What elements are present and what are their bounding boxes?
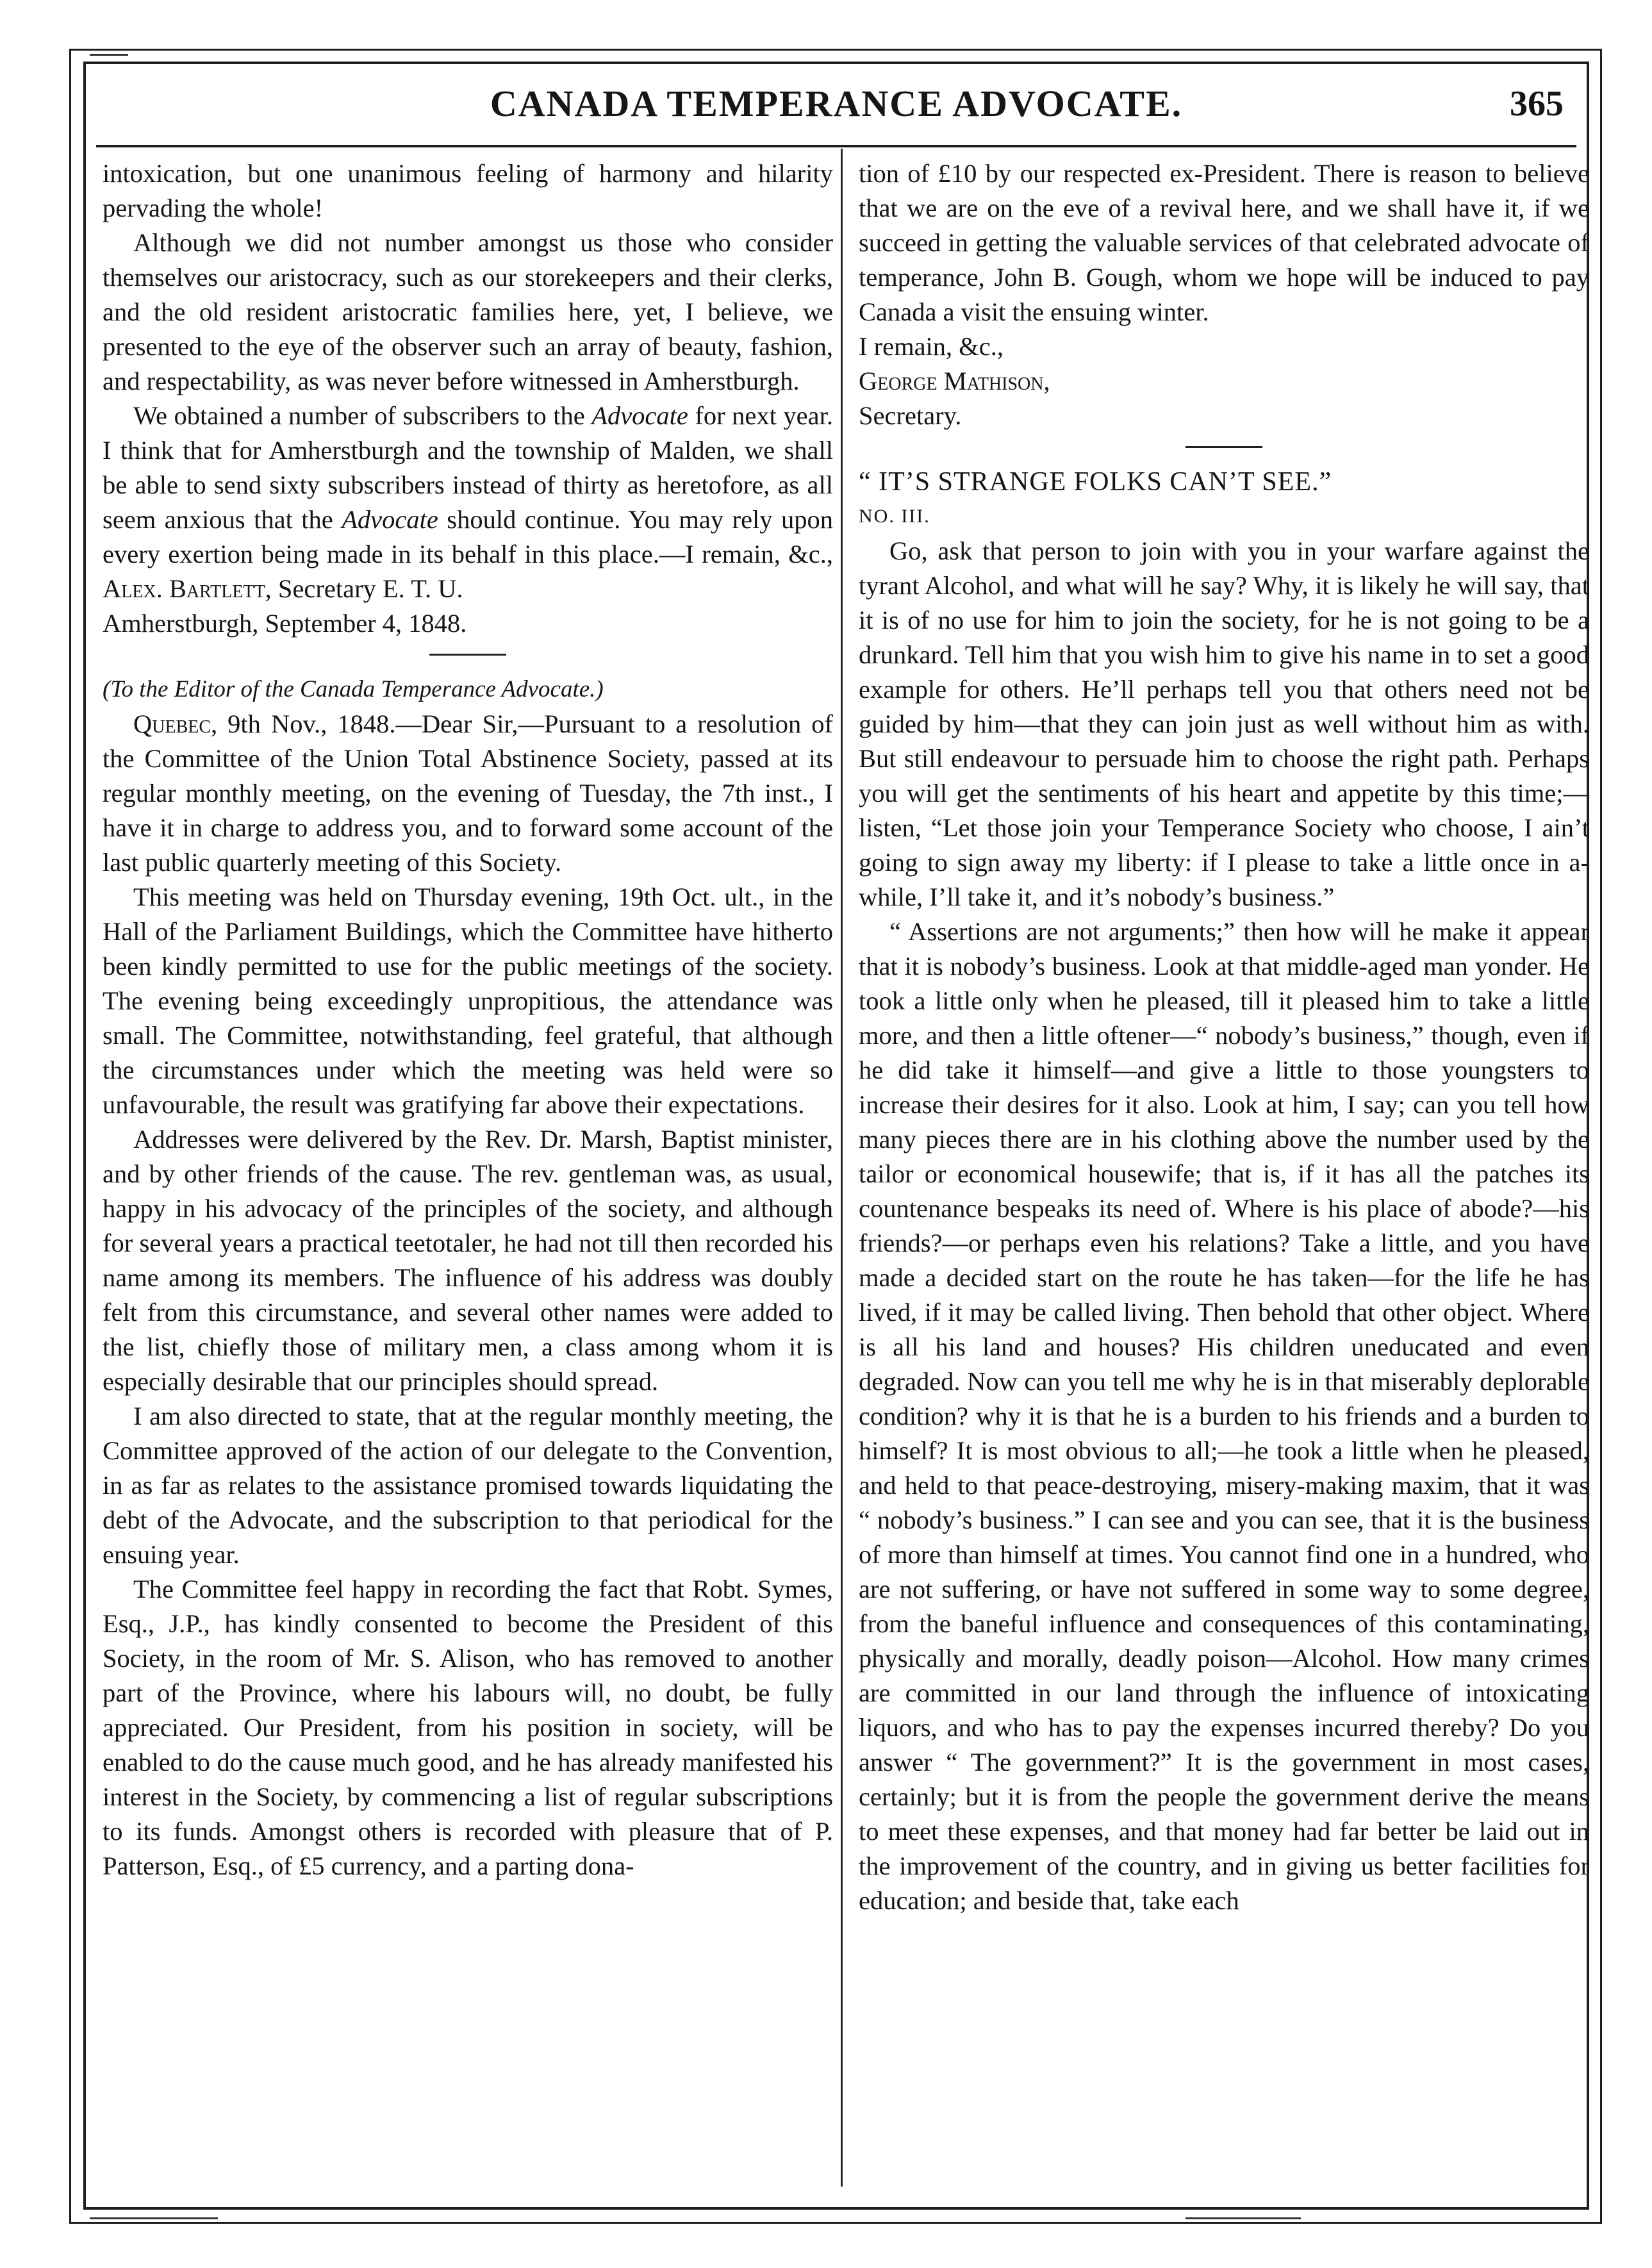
paragraph: The Committee feel happy in recording the fact that Robt. Symes, Esq., J.P., has kindly consented to become the President of this Society, in the room of Mr. S. Alison, who has removed to another part of the Province, where his labours will, no doubt, be fully appreciated. Our President, from his position in society, will be enabled to do the cause much good, and he has already manifested his interest in the Society, by commencing a list of regular subscriptions to its funds. Amongst others is recorded with pleasure that of P. Patterson, Esq., of £5 currency, and a parting dona-	[103, 1575, 833, 1880]
italic-text: Advocate	[591, 401, 688, 430]
editor-note: (To the Editor of the Canada Temperance Advocate.)	[103, 676, 604, 702]
place-name: Quebec	[133, 709, 211, 738]
header-rule	[96, 145, 1576, 147]
paragraph: Addresses were delivered by the Rev. Dr. Marsh, Baptist minister, and by other friends of the cause. The rev. gentleman was, as usual, happy in his advocacy of the principles of the society, and although for several years a practical teetotaler, he had not till then recorded his name among its members. The influence of his address was doubly felt from this circumstance, and several other names were added to the list, chiefly those of military men, a class among whom it is especially desirable that our principles should spread.	[103, 1125, 833, 1396]
print-scuff	[1185, 2217, 1301, 2219]
article-subheading: NO. III.	[859, 506, 930, 527]
publication-title: CANADA TEMPERANCE ADVOCATE.	[490, 83, 1183, 124]
closing: I remain, &c.,	[859, 332, 1004, 361]
dateline: Amherstburgh, September 4, 1848.	[103, 609, 467, 638]
page-header	[96, 76, 1576, 137]
paragraph: Quebec, 9th Nov., 1848.—Dear Sir,—Pursuant to a resolution of the Committee of the Union Total Abstinence Society, passed at its regular monthly meeting, on the evening of Tuesday, the 7th inst., I have it in charge to address you, and to forward some account of the last public quarterly meeting of this Society.	[103, 709, 833, 877]
section-rule	[1185, 446, 1262, 448]
page-number: 365	[1510, 84, 1564, 124]
paragraph: Although we did not number amongst us those who consider themselves our aristocracy, such as our storekeepers and their clerks, and the old resident aristocratic families here, yet, I believe, we presented to the eye of the observer such an array of beauty, fashion, and respectability, as was never before witnessed in Amherstburgh.	[103, 228, 833, 395]
paragraph: intoxication, but one unanimous feeling of harmony and hilarity pervading the whole!	[103, 159, 833, 222]
print-scuff	[90, 2217, 218, 2219]
right-column	[859, 156, 1589, 1918]
paragraph: This meeting was held on Thursday evening, 19th Oct. ult., in the Hall of the Parliament Buildings, which the Committee have hitherto been kindly permitted to use for the public meetings of the society. The evening being exceedingly unpropitious, the attendance was small. The Committee, notwithstanding, feel grateful, that although the circumstances under which the meeting was held were so unfavourable, the result was gratifying far above their expectations.	[103, 882, 833, 1119]
paragraph: We obtained a number of subscribers to the Advocate for next year. I think that for Amherstburgh and the township of Malden, we shall be able to send sixty subscribers instead of thirty as heretofore, as all seem anxious that the Advocate should continue. You may rely upon every exertion being made in its behalf in this place.—I remain, &c., Alex. Bartlett, Secretary E. T. U.	[103, 401, 833, 603]
article-heading: “ IT’S STRANGE FOLKS CAN’T SEE.”	[859, 467, 1332, 497]
left-column	[103, 156, 833, 1883]
paragraph: tion of £10 by our respected ex-President. There is reason to believe that we are on the eve of a revival here, and we shall have it, if we succeed in getting the valuable services of that celebrated advocate of temperance, John B. Gough, whom we hope will be induced to pay Canada a visit the ensuing winter.	[859, 159, 1589, 326]
section-rule	[429, 654, 506, 656]
italic-text: Advocate	[342, 505, 438, 534]
signer-title: Secretary.	[859, 401, 962, 430]
signer-name: Alex. Bartlett	[103, 574, 265, 603]
paragraph: I am also directed to state, that at the regular monthly meeting, the Committee approved of the action of our delegate to the Convention, in as far as relates to the assistance promised towards liquidating the debt of the Advocate, and the subscription to that periodical for the ensuing year.	[103, 1402, 833, 1569]
column-divider	[841, 149, 843, 2187]
signer-name: George Mathison,	[859, 367, 1050, 395]
paragraph: Go, ask that person to join with you in your warfare against the tyrant Alcohol, and what will he say? Why, it is likely he will say, that it is of no use for him to join the society, for he is not going to be a drunkard. Tell him that you wish him to give his name in to set a good example for others. He’ll perhaps tell you that others need not be guided by him—that they can join just as well without him as with. But still endeavour to persuade him to choose the right path. Perhaps you will get the sentiments of his heart and appetite by this time;—listen, “Let those join your Temperance Society who choose, I ain’t going to sign away my liberty: if I please to take a little once in a-while, I’ll take it, and it’s nobody’s business.”	[859, 536, 1589, 911]
print-scuff	[90, 54, 128, 56]
paragraph: “ Assertions are not arguments;” then how will he make it appear that it is nobody’s business. Look at that middle-aged man yonder. He took a little only when he pleased, till it pleased him to take a little more, and then a little oftener—“ nobody’s business,” though, even if he did take it himself—and give a little to those youngsters to increase their desires for it also. Look at him, I say; can you tell how many pieces there are in his clothing above the number used by the tailor or economical housewife; that is, if it has all the patches its countenance bespeaks its need of. Where is his place of abode?—his friends?—or perhaps even his relations? Take a little, and you have made a decided start on the route he has taken—for the life he has lived, if it may be called living. Then behold that other object. Where is all his land and houses? His children uneducated and even degraded. Now can you tell me why he is in that miserably deplorable condition? why it is that he is a burden to his friends and a burden to himself? It is most obvious to all;—he took a little when he pleased, and held to that peace-destroying, misery-making maxim, that it was “ nobody’s business.” I can see and you can see, that it is the business of more than himself at times. You cannot find one in a hundred, who are not suffering, or have not suffered in some way to some degree, from the baneful influence and consequences of this contaminating, physically and morally, deadly poison—Alcohol. How many crimes are committed in our land through the influence of intoxicating liquors, and who has to pay the expenses incurred thereby? Do you answer “ The government?” It is the government in most cases, certainly; but it is from the people the government derive the means to meet these expenses, and that money had far better be laid out in the improvement of the country, and in giving us better facilities for education; and beside that, take each	[859, 917, 1589, 1915]
